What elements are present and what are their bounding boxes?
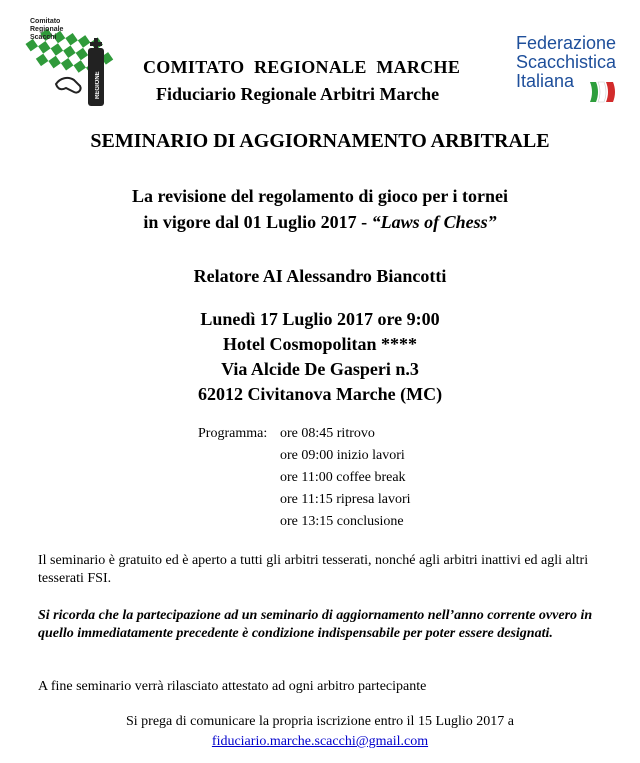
fsi-logo-line-1: Federazione [516,33,617,53]
fsi-logo-line-2: Scacchistica [516,52,617,72]
italian-flag-icon [586,78,620,104]
header-committee: COMITATO REGIONALE MARCHE [143,57,461,77]
header-fiduciary: Fiduciario Regionale Arbitri Marche [156,84,440,104]
paragraph-requirement: Si ricorda che la partecipazione ad un seminario di aggiornamento nell’anno corrente ovvero in quello immediatamente precedente è condizione indispensabile per poter essere designati. [38,608,593,641]
event-date: Lunedì 17 Luglio 2017 ore 9:00 [200,309,440,329]
programma-item: ore 09:00 inizio lavori [280,448,405,463]
event-city: 62012 Civitanova Marche (MC) [197,384,443,404]
programma-item: ore 11:00 coffee break [280,470,406,485]
programma-item: ore 13:15 conclusione [280,514,404,529]
logo-vertical-text: REGIONE MARCHE [95,71,113,99]
programma-item: ore 11:15 ripresa lavori [280,492,411,507]
subtitle-laws-of-chess: “Laws of Chess” [371,212,497,232]
paragraph-free-seminar: Il seminario è gratuito ed è aperto a tutti gli arbitri tesserati, nonché agli arbitri inattivi ed agli altri tesserati FSI. [38,553,589,586]
programma-label: Programma: [198,426,268,441]
seminar-title: SEMINARIO DI AGGIORNAMENTO ARBITRALE [90,130,550,152]
registration-email-row [0,734,640,750]
subtitle-line-2-prefix: in vigore dal 01 Luglio 2017 - [143,212,372,232]
subtitle-line-2 [0,212,640,233]
logo-text-line-2: Regionale [30,26,64,33]
logo-text-line-3: Scacchi [30,34,57,41]
programma-item: ore 08:45 ritrovo [280,426,375,441]
email-link[interactable]: fiduciario.marche.scacchi@gmail.com [211,734,429,749]
registration-note: Si prega di comunicare la propria iscrizione entro il 15 Luglio 2017 a [126,714,514,729]
fsi-logo-line-3: Italiana [516,71,575,91]
event-street: Via Alcide De Gasperi n.3 [221,359,419,379]
logo-left-text [30,18,70,42]
subtitle-line-1: La revisione del regolamento di gioco per i tornei [132,186,508,206]
paragraph-certificate: A fine seminario verrà rilasciato attestato ad ogni arbitro partecipante [38,679,427,694]
event-hotel: Hotel Cosmopolitan **** [222,334,417,354]
logo-text-line-1: Comitato [30,18,61,25]
hand-graphic [56,78,81,93]
speaker: Relatore AI Alessandro Biancotti [193,266,447,286]
